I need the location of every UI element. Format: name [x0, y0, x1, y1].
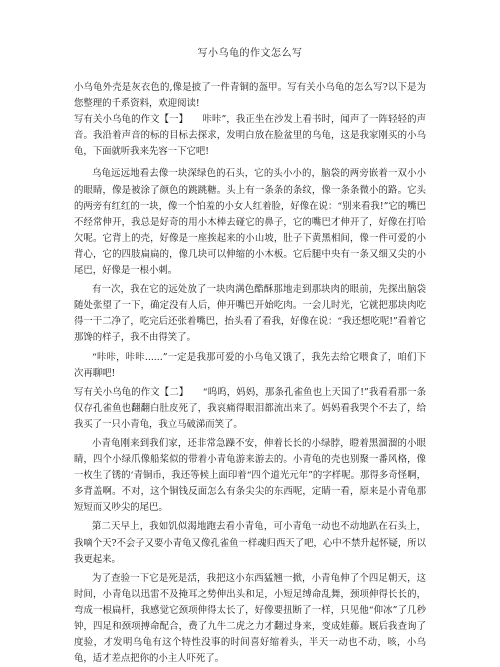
body-paragraph: 乌龟远远地看去像一块深绿色的石头，它的头小小的，脑袋的两旁嵌着一双小小的眼睛，像是被涂了颜色的跳跳糖。头上有一条条的条纹，像一条条微小的路。它头的两旁有红红的一块，像一个怕羞的小女人红着脸，好像在说：“别来看我!”它的嘴巴不经常伸开，我总是好奇的用小木棒去碰它的鼻子，它的嘴巴才伸开了，好像在打哈欠呢。它背上的壳，好像是一座挨起来的小山坡，肚子下黄黑相间，像一件可爱的小背心，它的四肢扁扁的，像几块可以伸缩的小木板。它后腿中央有一条又细又尖的小尾巴，好像是一根小刺。 [74, 168, 426, 277]
body-paragraph: “咔咔，咔咔......”一定是我那可爱的小乌龟又饿了，我先去给它喂食了，咱们下次再聊吧! [74, 351, 426, 379]
intro-paragraph: 小乌龟外壳是灰衣色的,像是披了一件青铜的盔甲。写有关小乌龟的怎么写?以下是为您整理的千系资料，欢迎阅读! [74, 82, 426, 110]
body-paragraph: 小青龟刚来到我们家，还非常急躁不安，伸着长长的小绿脖，瞪着黑溜溜的小眼睛，四个小绿爪像船桨似的带着小青龟游来游去的。小青龟的壳也别聚一番风格，像一枚生了锈的‘青铜币，我还等候上面印着“四个道光元年”的字样呢。那得多奇怪啊，多背盖啊。不对，这个铜钱反面怎么有条尖尖的东西呢，定睛一看，原来是小青龟那短短而又吵尖的尾巴。 [74, 437, 426, 514]
section-two-heading-paragraph: 写有关小乌龟的作文【二】 “呜呜，妈妈，那条孔雀鱼也上天国了!”我看看那一条仅存孔雀鱼也翻翻白肚皮死了，我哀痛得眼泪都流出来了。妈妈看我哭个不去了，给我买了一只小青龟，我立马破涕而笑了。 [74, 386, 426, 430]
body-paragraph: 第二天早上，我如饥似渴地跑去看小青龟，可小青龟一动也不动地趴在石头上，我嘀个天?不会子又要小青龟又像孔雀鱼一样魂归西天了吧，心中不禁升起怀疑，所以我更起来。 [74, 521, 426, 565]
section-one-heading-paragraph: 写有关小乌龟的作文【一】 咔咔”，我正坐在沙发上看书时，闻声了一阵轻轻的声音。我沿着声音的标的目标去探求，发明白放在脸盆里的乌龟，这是我家刚买的小乌龟，下面就听我来先容一下它吧! [74, 114, 426, 158]
body-paragraph: 有一次，我在它的远处放了一块肉满色酷酥那地走到那块肉的眼前，先探出脑袋随处张望了一下，确定没有人后，伸开嘴巴开始吃肉。一会儿时光，它就把那块肉吃得一干二净了，吃完后还张着嘴巴，抬头看了看我，好像在说：“我还想吃呢!”看着它那馋的样子，我不由得笑了。 [74, 284, 426, 344]
article-title: 写小乌龟的作文怎么写 [197, 48, 303, 59]
article-body [74, 80, 426, 667]
body-paragraph: 为了查验一下它是死是活，我把这小东西猛翘一掀，小青龟伸了个四足朝天，这时间，小青龟以迅雷不及掩耳之势伸出头和足，小短足缚命乱舞，颈项伸得长长的，弯成一根扁杆，我感觉它颈项伸得太长了，好像要扭断了一样，只见他“仰冰”了几秒钟，四足和颈项搏命配合，费了九牛二虎之力才翻过身来，变成娃藤。厩后我查询了度验，才发明乌龟有这个特性没事的时间喜好缩着头，半天一动也不动，咳，小乌龟，适才差点把你的小主人吓死了。 [74, 572, 426, 665]
